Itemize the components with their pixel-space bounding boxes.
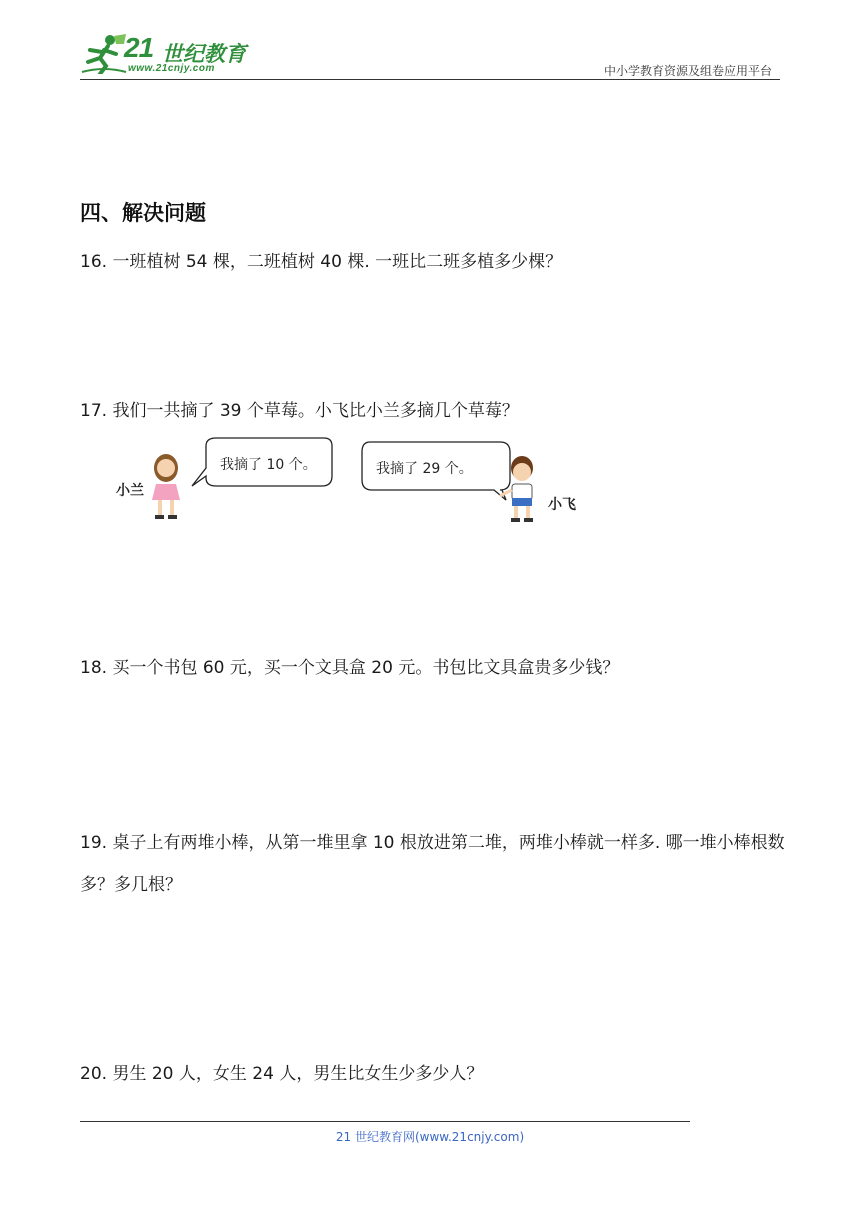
- girl-name-label: 小兰: [116, 483, 144, 499]
- section-title: 四、解决问题: [80, 201, 206, 225]
- site-logo: [80, 30, 255, 78]
- logo-text: 世纪教育: [162, 42, 246, 66]
- question-16: 16. 一班植树 54 棵，二班植树 40 棵. 一班比二班多植多少棵？: [80, 252, 563, 272]
- girl-figure-icon: [152, 454, 180, 519]
- logo-url: www.21cnjy.com: [128, 63, 215, 74]
- question-18: 18. 买一个书包 60 元，买一个文具盒 20 元。书包比文具盒贵多少钱？: [80, 658, 620, 678]
- runner-logo-icon: [80, 32, 128, 74]
- right-bubble-text: 我摘了 29 个。: [376, 461, 473, 477]
- boy-name-label: 小飞: [548, 497, 576, 513]
- question-17-illustration: [108, 424, 588, 540]
- footer-divider: [80, 1121, 690, 1122]
- question-19: 19. 桌子上有两堆小棒，从第一堆里拿 10 根放进第二堆，两堆小棒就一样多. 哪一堆小棒根数多？多几根？: [80, 833, 785, 895]
- header-tagline: 中小学教育资源及组卷应用平台: [603, 64, 772, 78]
- left-bubble-text: 我摘了 10 个。: [220, 457, 317, 473]
- header-divider: [80, 79, 780, 80]
- question-17: 17. 我们一共摘了 39 个草莓。小飞比小兰多摘几个草莓？: [80, 401, 519, 421]
- footer-text: 21 世纪教育网(www.21cnjy.com): [335, 1130, 525, 1144]
- logo-number: 21: [124, 32, 154, 63]
- question-20: 20. 男生 20 人，女生 24 人，男生比女生少多少人？: [80, 1064, 484, 1084]
